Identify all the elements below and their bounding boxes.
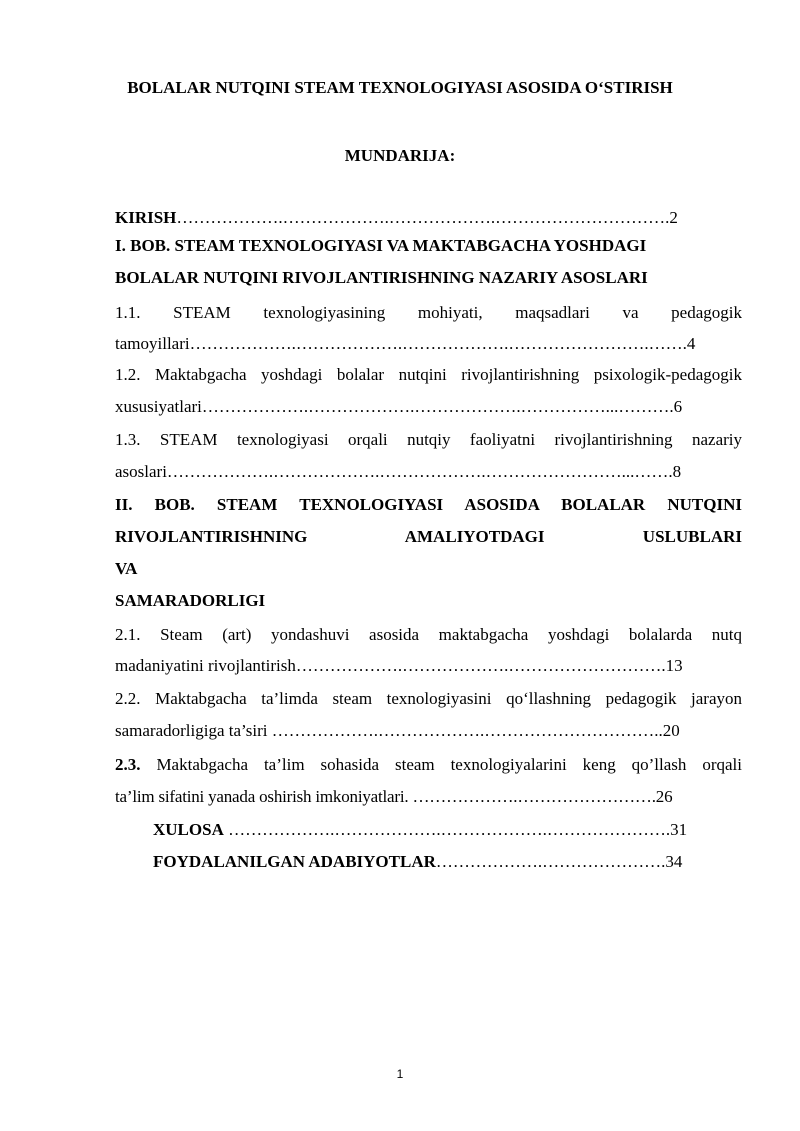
toc-line: 2.2. Maktabgacha ta’limda steam texnologiyasini qo‘llashning pedagogik jarayon [115,689,742,708]
toc-line: BOLALAR NUTQINI RIVOJLANTIRISHNING NAZARIY ASOSLARI [115,268,648,287]
toc-entry-label: KIRISH [115,208,177,227]
toc-chapter-1[interactable] [115,230,742,294]
toc-section-number: 2.3. [115,755,141,774]
page-number: 1 [396,1067,404,1081]
toc-line: asoslari……………….……………….……………….……………………...…….8 [115,462,682,481]
toc-line: ta’lim sifatini yanada oshirish imkoniyatlari. ……………….…………………….26 [115,787,673,806]
toc-line: madaniyatini rivojlantirish……………….……………….……………………….13 [115,656,683,675]
toc-line: tamoyillari……………….……………….……………….…………………….…….4 [115,334,696,353]
toc-chapter-2[interactable] [115,489,742,617]
toc-entry-label: XULOSA [153,820,224,839]
toc-entry-label: FOYDALANILGAN ADABIYOTLAR [153,852,436,871]
toc-section-1-1[interactable] [115,297,742,359]
toc-entry-leader: ……………….……………….……………….………………….31 [223,820,688,839]
toc-section-2-3[interactable] [115,749,742,813]
toc-line: SAMARADORLIGI [115,591,266,610]
toc-entry-leader: ……………….………………….34 [435,852,683,871]
toc-heading: MUNDARIJA: [344,146,456,165]
toc-entry-conclusion[interactable] [115,814,742,846]
toc-section-1-2[interactable] [115,359,742,423]
toc-section-2-1[interactable] [115,619,742,681]
toc-section-1-3[interactable] [115,424,742,488]
toc-entry-references[interactable] [115,846,742,878]
toc-line: 2.1. Steam (art) yondashuvi asosida maktabgacha yoshdagi bolalarda nutq [115,625,742,644]
toc-section-2-2[interactable] [115,683,742,747]
toc-line: RIVOJLANTIRISHNING AMALIYOTDAGI USLUBLARI VA [115,527,742,578]
toc-line: 1.2. Maktabgacha yoshdagi bolalar nutqini rivojlantirishning psixologik-pedagogik [115,365,742,384]
toc-line: II. BOB. STEAM TEXNOLOGIYASI ASOSIDA BOLALAR NUTQINI [115,495,742,514]
toc-entry-leader: ……………….……………….……………….………………………….2 [176,208,678,227]
toc-line: xususiyatlari……………….……………….……………….……………...……….6 [115,397,683,416]
table-of-contents [115,204,742,878]
toc-line: 1.1. STEAM texnologiyasining mohiyati, maqsadlari va pedagogik [115,303,742,322]
toc-line: samaradorligiga ta’siri ……………….……………….…………………………..20 [115,721,680,740]
toc-entry-intro[interactable] [115,204,742,231]
toc-line: 1.3. STEAM texnologiyasi orqali nutqiy faoliyatni rivojlantirishning nazariy [115,430,742,449]
document-title: BOLALAR NUTQINI STEAM TEXNOLOGIYASI ASOSIDA O‘STIRISH [127,78,673,97]
toc-line: I. BOB. STEAM TEXNOLOGIYASI VA MAKTABGACHA YOSHDAGI [115,236,647,255]
toc-line: Maktabgacha ta’lim sohasida steam texnologiyalarini keng qo’llash orqali [140,755,742,774]
